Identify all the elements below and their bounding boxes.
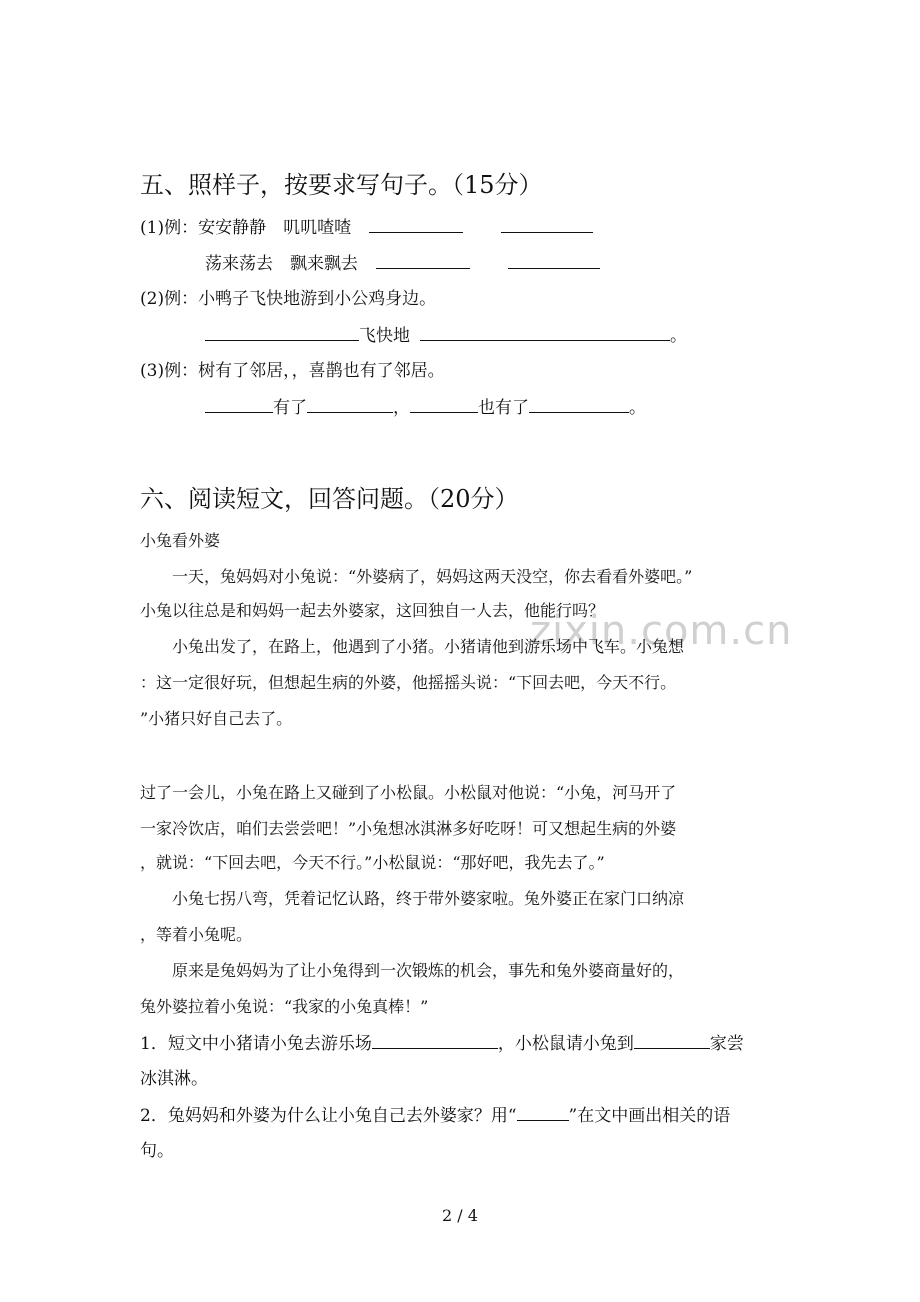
s6-q2-b: ”在文中画出相关的语 bbox=[568, 1106, 731, 1126]
answer-blank[interactable] bbox=[372, 1032, 498, 1049]
story-line: 一家冷饮店，咱们去尝尝吧！”小兔想冰淇淋多好吃呀！可又想起生病的外婆 bbox=[140, 819, 677, 838]
section6-heading: 六、阅读短文，回答问题。（20分） bbox=[140, 485, 519, 513]
s5-q1-row1-text: 安安静静 叽叽喳喳 bbox=[198, 218, 352, 238]
answer-blank[interactable] bbox=[501, 216, 593, 233]
section5-heading: 五、照样子，按要求写句子。（15分） bbox=[140, 171, 543, 199]
story-title: 小兔看外婆 bbox=[140, 531, 221, 550]
answer-blank[interactable] bbox=[529, 396, 629, 413]
s5-q3-yeyou: 也有了 bbox=[478, 398, 529, 418]
answer-blank[interactable] bbox=[369, 216, 463, 233]
s5-q2-example-text: 小鸭子飞快地游到小公鸡身边。 bbox=[198, 289, 437, 309]
s5-q2-word: 飞快地 bbox=[359, 326, 410, 346]
watermark: zixin.com.cn bbox=[530, 608, 793, 654]
s6-q1-b: ，小松鼠请小兔到 bbox=[497, 1034, 634, 1054]
answer-blank[interactable] bbox=[410, 396, 478, 413]
s5-q3-example-text: 树有了邻居，，喜鹊也有了邻居。 bbox=[198, 361, 445, 381]
s6-q1-a: 1．短文中小猪请小兔去游乐场 bbox=[140, 1034, 372, 1054]
s6-q2-line1 bbox=[140, 1104, 730, 1127]
s5-q3-example bbox=[140, 360, 445, 382]
s5-q3-comma: ， bbox=[393, 398, 410, 418]
story-line: ：这一定很好玩，但想起生病的外婆，他摇摇头说：“下回去吧，今天不行。 bbox=[140, 673, 677, 692]
answer-blank[interactable] bbox=[307, 396, 393, 413]
s5-q3-period: 。 bbox=[629, 398, 646, 418]
answer-blank[interactable] bbox=[634, 1032, 710, 1049]
story-line: 小兔出发了，在路上，他遇到了小猪。小猪请他到游乐场中飞车。小兔想 bbox=[172, 637, 685, 656]
s6-q1-c: 家尝 bbox=[709, 1034, 744, 1054]
story-line: 小兔七拐八弯，凭着记忆认路，终于带外婆家啦。兔外婆正在家门口纳凉 bbox=[172, 889, 685, 908]
answer-blank[interactable] bbox=[205, 324, 359, 341]
s5-q1-label: (1)例： bbox=[140, 218, 199, 238]
story-line: 兔外婆拉着小兔说：“我家的小兔真棒！” bbox=[140, 997, 429, 1016]
s6-q1-d: 冰淇淋。 bbox=[140, 1069, 208, 1089]
page-number: 2 / 4 bbox=[442, 1206, 478, 1225]
s5-q3-fill bbox=[205, 396, 646, 419]
story-line: ”小猪只好自己去了。 bbox=[140, 709, 293, 728]
s5-q2-example bbox=[140, 288, 436, 310]
s6-q2-a: 2．兔妈妈和外婆为什么让小兔自己去外婆家？用“ bbox=[140, 1106, 517, 1126]
s5-q1-row2-text: 荡来荡去 飘来飘去 bbox=[205, 254, 358, 274]
s5-q2-fill bbox=[205, 324, 687, 347]
story-line: 原来是兔妈妈为了让小兔得到一次锻炼的机会，事先和兔外婆商量好的， bbox=[172, 961, 685, 980]
story-line: ，就说：“下回去吧，今天不行。”小松鼠说：“那好吧，我先去了。” bbox=[140, 853, 605, 872]
answer-blank[interactable] bbox=[420, 324, 670, 341]
s5-q1-row1 bbox=[140, 216, 593, 239]
s5-q3-you: 有了 bbox=[273, 398, 307, 418]
answer-blank[interactable] bbox=[205, 396, 273, 413]
story-line: 过了一会儿，小兔在路上又碰到了小松鼠。小松鼠对他说：“小兔，河马开了 bbox=[140, 783, 677, 802]
s5-q3-label: (3)例： bbox=[140, 361, 199, 381]
answer-blank[interactable] bbox=[508, 252, 600, 269]
s5-q1-row2 bbox=[205, 252, 600, 275]
s5-q2-label: (2)例： bbox=[140, 289, 199, 309]
story-line: 小兔以往总是和妈妈一起去外婆家，这回独自一人去，他能行吗？ bbox=[140, 601, 605, 620]
s5-q2-period: 。 bbox=[670, 326, 687, 346]
s6-q1-line1 bbox=[140, 1032, 744, 1055]
answer-blank[interactable] bbox=[376, 252, 470, 269]
s6-q2-c: 句。 bbox=[140, 1141, 174, 1161]
story-line: 一天，兔妈妈对小兔说：“外婆病了，妈妈这两天没空，你去看看外婆吧。” bbox=[172, 567, 693, 586]
answer-blank[interactable] bbox=[517, 1104, 569, 1121]
story-line: ，等着小兔呢。 bbox=[140, 925, 253, 944]
